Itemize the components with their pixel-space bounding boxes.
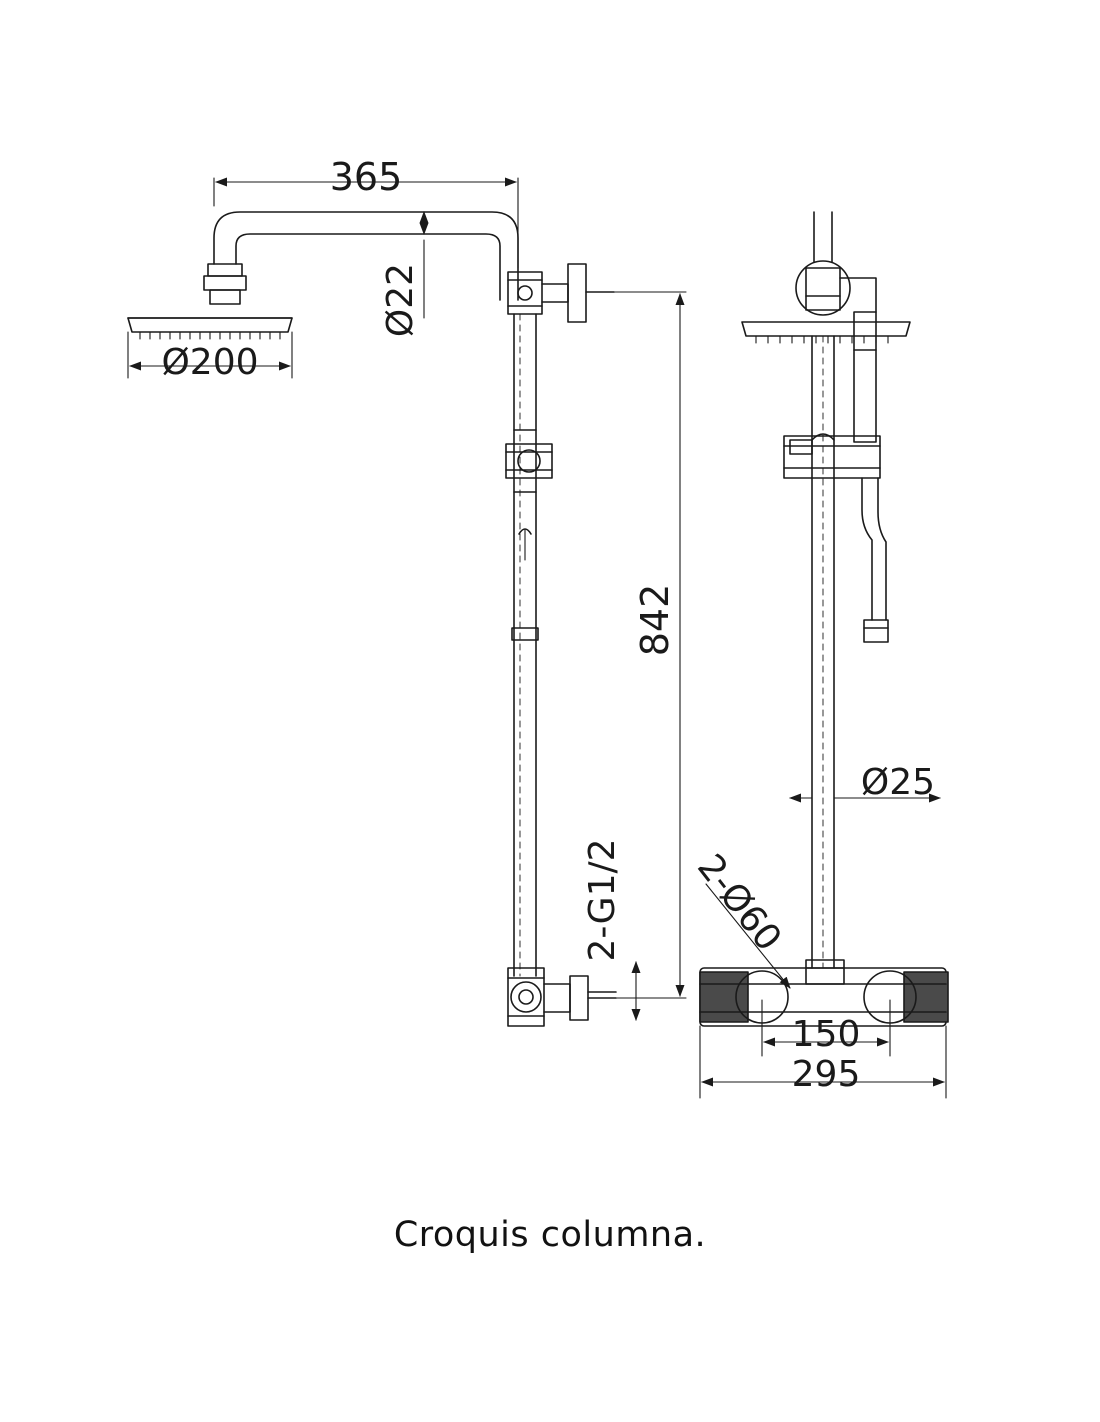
- dimension-label-total-height: 842: [633, 583, 677, 657]
- dimension-label-arm-length: 365: [329, 155, 403, 199]
- dimension-label-body-width: 295: [791, 1054, 861, 1095]
- drawing-caption: Croquis columna.: [393, 1215, 707, 1255]
- dimension-label-head-diameter: Ø200: [161, 342, 259, 383]
- dimension-label-inlet-spacing: 150: [791, 1014, 861, 1055]
- dimension-label-arm-diameter: Ø22: [380, 262, 421, 338]
- dimension-label-inlet-centers: 2-Ø60: [689, 846, 790, 959]
- dimension-label-inlet-thread: 2-G1/2: [582, 838, 623, 962]
- front-view-geometry: [128, 212, 616, 1026]
- dimension-label-riser-diameter: Ø25: [860, 762, 936, 803]
